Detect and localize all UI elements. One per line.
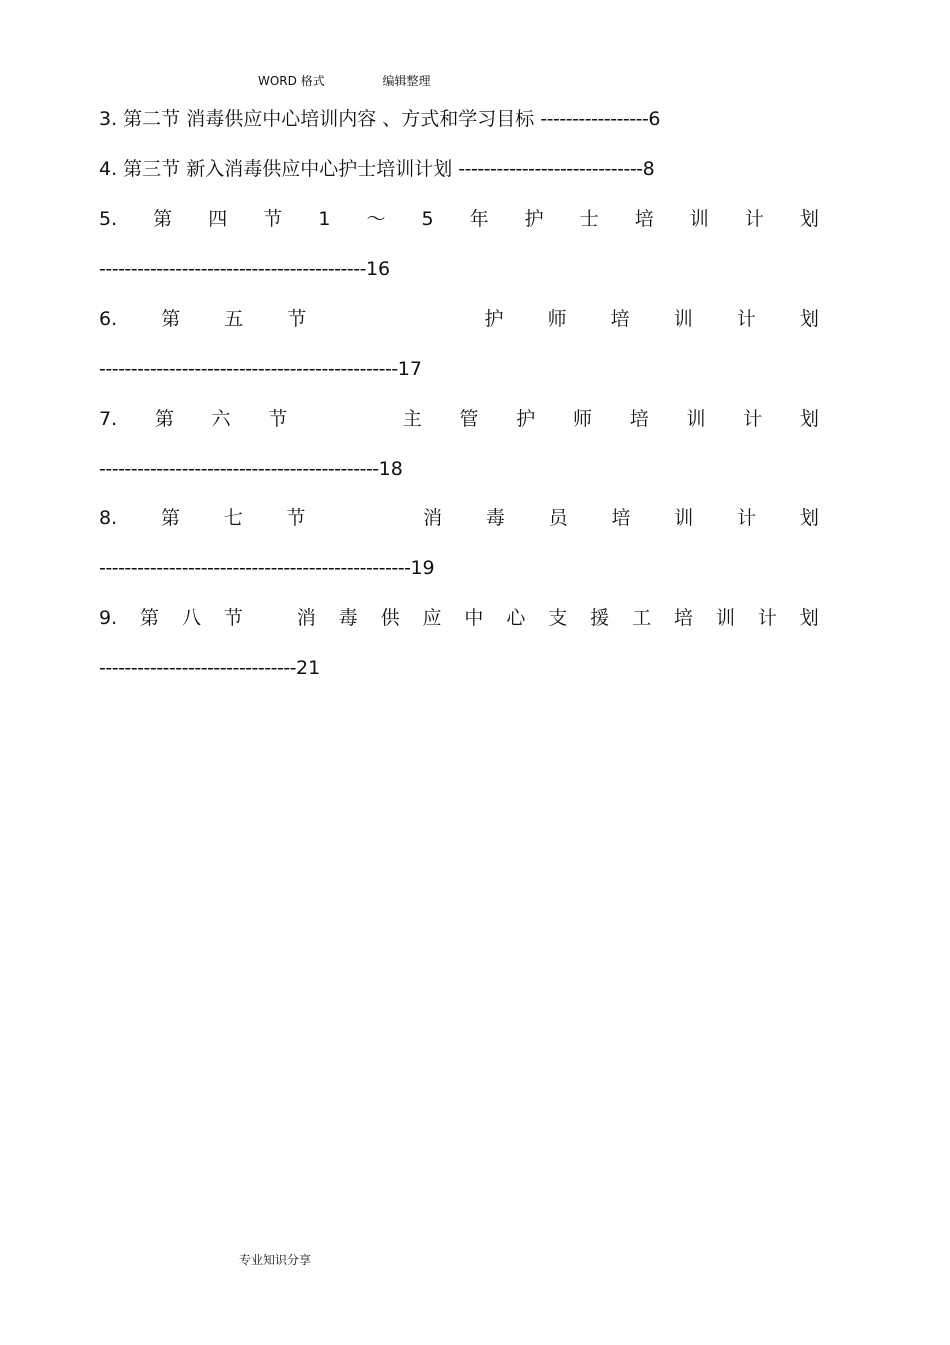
toc-entry-9-part: 支 <box>548 607 568 629</box>
toc-entry-5-part: 第 <box>153 208 173 230</box>
toc-entry-4-text: 4. 第三节 新入消毒供应中心护士培训计划 <box>99 158 459 180</box>
toc-entry-8-gap <box>349 506 379 530</box>
toc-entry-6-part: 师 <box>547 308 567 330</box>
toc-entry-6-leader-line <box>99 357 422 381</box>
toc-entry-9-part: 心 <box>506 607 526 629</box>
toc-entry-3 <box>99 107 660 131</box>
toc-entry-7-part: 管 <box>459 408 479 430</box>
toc-entry-8-part: 培 <box>611 507 631 529</box>
toc-entry-8-part: 节 <box>286 507 306 529</box>
toc-entry-5-part: 培 <box>634 208 654 230</box>
toc-entry-7-part: 培 <box>629 408 649 430</box>
toc-entry-7-part: 计 <box>743 408 763 430</box>
toc-entry-6-part: 五 <box>224 308 244 330</box>
toc-entry-8-page: 19 <box>410 557 435 579</box>
toc-entry-5-part: 年 <box>469 208 489 230</box>
toc-entry-6-part: 节 <box>287 308 307 330</box>
toc-entry-8-part: 划 <box>799 507 819 529</box>
toc-entry-3-leader: ----------------- <box>540 108 649 130</box>
toc-entry-6-leader: ----------------------------------------------- <box>99 358 398 380</box>
page-header <box>258 72 431 89</box>
toc-entry-9-part: 计 <box>757 607 777 629</box>
toc-entry-9-part: 援 <box>590 607 610 629</box>
toc-entry-9-part: 9. <box>99 607 118 629</box>
header-left-text: WORD 格式 <box>258 74 325 88</box>
toc-entry-9-part: 训 <box>715 607 735 629</box>
toc-entry-3-page: 6 <box>648 108 661 130</box>
toc-entry-9-part: 应 <box>422 607 442 629</box>
toc-entry-9-gap <box>266 606 274 630</box>
toc-entry-5-part: 护 <box>524 208 544 230</box>
toc-entry-9-part: 供 <box>380 607 400 629</box>
toc-entry-7-part: 划 <box>799 408 819 430</box>
toc-entry-8-part: 8. <box>99 507 118 529</box>
page-footer: 专业知识分享 <box>239 1253 312 1267</box>
header-right-text: 编辑整理 <box>382 74 431 88</box>
toc-entry-6-title <box>99 307 819 331</box>
toc-entry-5-part: 计 <box>744 208 764 230</box>
toc-entry-7-part: 节 <box>268 408 288 430</box>
toc-entry-9-part: 划 <box>799 607 819 629</box>
toc-entry-8-leader-line <box>99 556 435 580</box>
toc-entry-9-leader-line <box>99 656 320 680</box>
toc-entry-6-part: 培 <box>610 308 630 330</box>
toc-entry-5-title <box>99 207 819 231</box>
toc-entry-8-part: 毒 <box>485 507 505 529</box>
toc-entry-9-part: 毒 <box>338 607 358 629</box>
toc-entry-9-title <box>99 606 819 630</box>
toc-entry-8-title <box>99 506 819 530</box>
toc-entry-7-part: 主 <box>402 408 422 430</box>
toc-entry-5-part: 5. <box>99 208 118 230</box>
toc-entry-7-title <box>99 407 819 431</box>
toc-entry-7-part: 7. <box>99 408 118 430</box>
toc-entry-9-part: 第 <box>140 607 160 629</box>
toc-entry-5-part: 节 <box>263 208 283 230</box>
toc-entry-9-part: 八 <box>181 607 201 629</box>
toc-entry-5-part: 训 <box>689 208 709 230</box>
toc-entry-9-leader: ------------------------------- <box>99 657 297 679</box>
toc-entry-5-part: 1 <box>318 208 331 230</box>
toc-entry-6-page: 17 <box>397 358 422 380</box>
toc-entry-8-part: 第 <box>160 507 180 529</box>
toc-entry-7-page: 18 <box>378 458 403 480</box>
toc-entry-7-leader: -------------------------------------------- <box>99 458 379 480</box>
toc-entry-7-part: 第 <box>154 408 174 430</box>
toc-entry-5-part: 士 <box>579 208 599 230</box>
toc-entry-5-leader: ------------------------------------------ <box>99 258 366 280</box>
toc-entry-5-leader-line <box>99 257 390 281</box>
toc-entry-4-leader: ----------------------------- <box>458 158 643 180</box>
toc-entry-4 <box>99 157 655 181</box>
toc-entry-7-part: 六 <box>211 408 231 430</box>
toc-entry-9-part: 消 <box>296 607 316 629</box>
toc-entry-6-part: 计 <box>736 308 756 330</box>
toc-entry-7-part: 师 <box>572 408 592 430</box>
toc-entry-8-part: 训 <box>674 507 694 529</box>
toc-entry-6-part: 护 <box>484 308 504 330</box>
toc-entry-8-part: 七 <box>223 507 243 529</box>
toc-entry-3-text: 3. 第二节 消毒供应中心培训内容 、方式和学习目标 <box>99 108 541 130</box>
toc-entry-5-part: 划 <box>799 208 819 230</box>
toc-entry-6-gap <box>350 307 440 331</box>
toc-entry-9-part: 节 <box>223 607 243 629</box>
toc-entry-8-part: 消 <box>423 507 443 529</box>
toc-entry-5-part: 四 <box>208 208 228 230</box>
toc-entry-5-part: ～ <box>366 208 386 230</box>
toc-entry-6-part: 划 <box>799 308 819 330</box>
toc-entry-5-page: 16 <box>365 258 391 280</box>
toc-entry-4-page: 8 <box>642 158 655 180</box>
toc-entry-9-part: 中 <box>464 607 484 629</box>
toc-entry-6-part: 训 <box>673 308 693 330</box>
toc-entry-7-gap <box>325 407 365 431</box>
toc-entry-9-part: 工 <box>632 607 652 629</box>
toc-entry-7-leader-line <box>99 457 403 481</box>
toc-entry-6-part: 第 <box>161 308 181 330</box>
toc-entry-8-part: 计 <box>737 507 757 529</box>
toc-entry-9-part: 培 <box>674 607 694 629</box>
toc-entry-8-leader: ------------------------------------------------- <box>99 557 411 579</box>
toc-entry-9-page: 21 <box>296 657 321 679</box>
toc-entry-7-part: 训 <box>686 408 706 430</box>
toc-entry-5-part: 5 <box>421 208 434 230</box>
toc-entry-6-part: 6. <box>99 308 118 330</box>
toc-entry-7-part: 护 <box>516 408 536 430</box>
toc-entry-8-part: 员 <box>548 507 568 529</box>
